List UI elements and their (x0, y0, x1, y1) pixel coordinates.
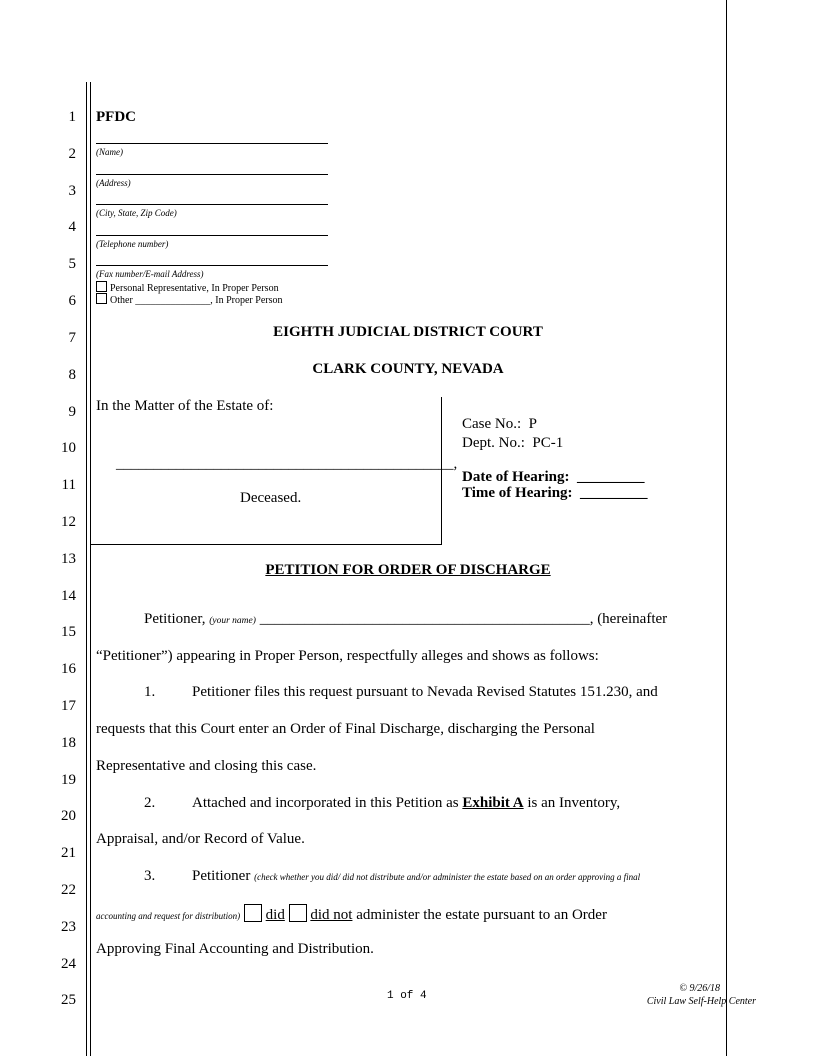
item-2-text (192, 795, 620, 812)
time-label: Time of Hearing: (462, 485, 573, 501)
line-number: 8 (68, 367, 76, 383)
address-label: (Address) (96, 178, 131, 188)
item-2-post: is an Inventory, (523, 795, 621, 811)
date-blank[interactable]: _________ (576, 469, 645, 485)
line-number: 24 (61, 956, 76, 972)
line-number: 17 (61, 698, 76, 714)
line-number: 9 (68, 404, 76, 420)
line-number: 11 (61, 477, 76, 493)
checkbox[interactable] (96, 293, 107, 304)
name-label: (Name) (96, 147, 123, 157)
line-number: 6 (68, 293, 76, 309)
left-margin-rule (86, 82, 87, 1056)
line-number: 21 (61, 845, 76, 861)
did-label: did (265, 907, 285, 923)
dept-no-value[interactable]: PC-1 (532, 435, 564, 451)
name-line[interactable] (96, 143, 328, 144)
item-3-number: 3. (144, 868, 156, 884)
item-3-choice-line (96, 904, 607, 924)
fax-line[interactable] (96, 265, 328, 266)
petition-title: PETITION FOR ORDER OF DISCHARGE (265, 562, 551, 578)
option-other-label: Other _______________, In Proper Person (110, 295, 283, 306)
case-no-label: Case No.: (462, 416, 522, 432)
left-margin-rule-inner (90, 82, 91, 1056)
page-number: 1 of 4 (387, 990, 427, 1002)
court-name: EIGHTH JUDICIAL DISTRICT COURT (273, 324, 543, 340)
checkbox[interactable] (96, 281, 107, 292)
line-number: 10 (61, 440, 76, 456)
decedent-name-line[interactable]: _____________________________________________, (116, 456, 458, 472)
item-1-text: Petitioner files this request pursuant to Nevada Revised Statutes 151.230, and (192, 684, 658, 700)
case-no-value[interactable]: P (528, 416, 538, 432)
right-margin-rule (726, 0, 727, 1056)
item-1-text-3: Representative and closing this case. (96, 758, 317, 774)
line-number: 13 (61, 551, 76, 567)
line-number: 25 (61, 992, 76, 1008)
copyright-date: © 9/26/18 (679, 983, 720, 994)
phone-line[interactable] (96, 235, 328, 236)
line-number: 4 (68, 219, 76, 235)
item-2-pre: Attached and incorporated in this Petition as (192, 795, 463, 811)
did-checkbox[interactable] (244, 904, 262, 922)
line-number: 16 (61, 661, 76, 677)
item-1-number: 1. (144, 684, 156, 700)
court-county: CLARK COUNTY, NEVADA (312, 361, 504, 377)
line-number: 15 (61, 624, 76, 640)
line-number: 19 (61, 772, 76, 788)
petitioner-line-2: “Petitioner”) appearing in Proper Person, respectfully alleges and shows as follows: (96, 648, 599, 664)
city-label: (City, State, Zip Code) (96, 208, 177, 218)
did-not-checkbox[interactable] (289, 904, 307, 922)
option-pr-label: Personal Representative, In Proper Person (110, 283, 279, 294)
hereinafter-text: , (hereinafter (589, 611, 668, 627)
hearing-time (462, 485, 648, 502)
item-3-petitioner: Petitioner (192, 868, 251, 884)
fax-label: (Fax number/E-mail Address) (96, 269, 204, 279)
petitioner-line (144, 611, 667, 628)
address-line[interactable] (96, 174, 328, 175)
matter-text: In the Matter of the Estate of: (96, 398, 274, 414)
line-number: 7 (68, 330, 76, 346)
item-3-text-3: Approving Final Accounting and Distribution. (96, 941, 374, 957)
date-label: Date of Hearing: (462, 469, 570, 485)
footer-center-name: Civil Law Self-Help Center (646, 996, 756, 1007)
deceased-label: Deceased. (240, 490, 302, 506)
item-2-number: 2. (144, 795, 156, 811)
option-other (96, 293, 282, 306)
petitioner-name-blank[interactable]: ____________________________________________ (259, 611, 590, 627)
city-line[interactable] (96, 204, 328, 205)
case-number (462, 416, 537, 433)
line-number: 20 (61, 808, 76, 824)
line-number: 2 (68, 146, 76, 162)
form-code: PFDC (96, 109, 136, 125)
line-number: 1 (68, 109, 76, 125)
your-name-hint: (your name) (209, 616, 256, 626)
item-1-text-2: requests that this Court enter an Order of Final Discharge, discharging the Personal (96, 721, 595, 737)
line-number: 18 (61, 735, 76, 751)
did-not-label: did not (310, 907, 353, 923)
item-3-hint-2: accounting and request for distribution) (96, 911, 241, 921)
item-3-rest: administer the estate pursuant to an Order (356, 907, 607, 923)
phone-label: (Telephone number) (96, 239, 169, 249)
item-2-text-2: Appraisal, and/or Record of Value. (96, 831, 305, 847)
exhibit-a-label: Exhibit A (462, 795, 524, 811)
item-3-text (192, 868, 640, 885)
dept-number (462, 435, 563, 452)
line-number: 12 (61, 514, 76, 530)
line-number: 14 (61, 588, 76, 604)
line-number: 23 (61, 919, 76, 935)
petitioner-word: Petitioner, (144, 611, 206, 627)
hearing-date (462, 469, 644, 486)
line-number: 5 (68, 256, 76, 272)
dept-no-label: Dept. No.: (462, 435, 525, 451)
time-blank[interactable]: _________ (580, 485, 648, 501)
item-3-hint: (check whether you did/ did not distribute and/or administer the estate based on an order approving a final (254, 872, 641, 882)
line-number: 3 (68, 183, 76, 199)
line-number: 22 (61, 882, 76, 898)
